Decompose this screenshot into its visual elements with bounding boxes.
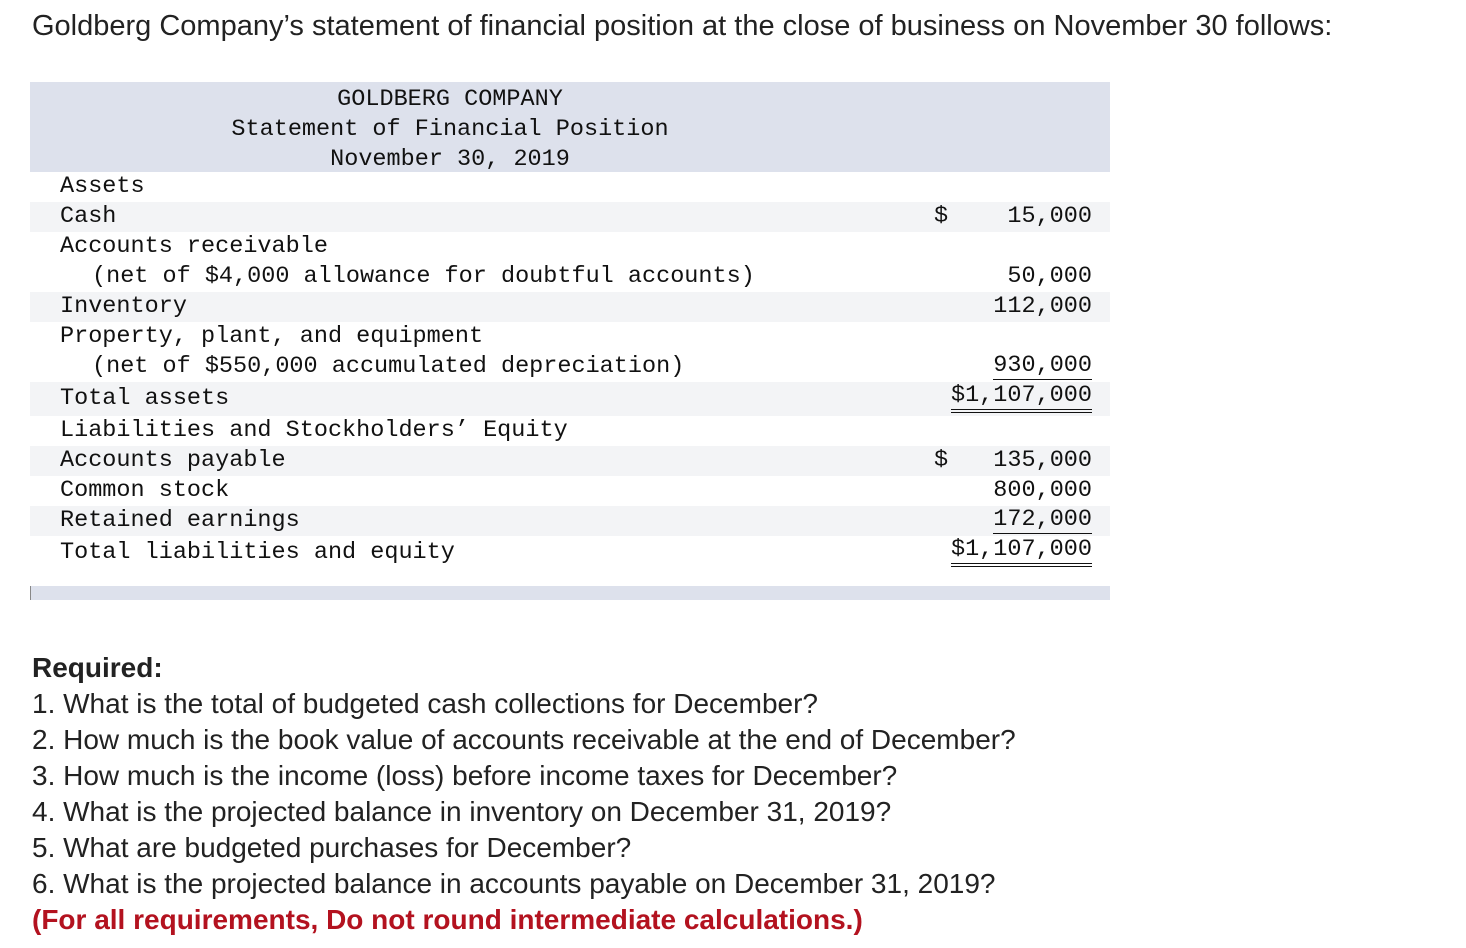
liabilities-heading-row (30, 416, 1110, 446)
inventory-label: Inventory (60, 293, 187, 320)
question-1: 1. What is the total of budgeted cash collections for December? (32, 688, 818, 719)
question-2: 2. How much is the book value of accounts receivable at the end of December? (32, 724, 1016, 755)
retained-earnings-label: Retained earnings (60, 507, 300, 534)
financial-statement-table (30, 82, 1110, 600)
common-stock-label: Common stock (60, 477, 230, 504)
ar-row (30, 232, 1110, 262)
assets-heading-row (30, 172, 1110, 202)
common-stock-value: 800,000 (993, 477, 1092, 504)
ppe-row (30, 322, 1110, 352)
cash-row (30, 202, 1110, 232)
ar-label: Accounts receivable (60, 233, 328, 260)
ppe-note-row (30, 352, 1110, 382)
ap-currency: $ (934, 447, 949, 474)
ar-note: (net of $4,000 allowance for doubtful accounts) (92, 263, 755, 290)
intro-text: Goldberg Company’s statement of financial position at the close of business on November 30 follows: (32, 10, 1333, 42)
total-le-label: Total liabilities and equity (60, 539, 455, 566)
ar-value: 50,000 (1007, 263, 1092, 290)
retained-earnings-row (30, 506, 1110, 536)
question-5: 5. What are budgeted purchases for December? (32, 832, 632, 863)
question-3: 3. How much is the income (loss) before income taxes for December? (32, 760, 898, 791)
total-assets-row (30, 382, 1110, 416)
cash-currency: $ (934, 203, 949, 230)
statement-title: Statement of Financial Position (231, 116, 669, 143)
rounding-note: (For all requirements, Do not round intermediate calculations.) (32, 904, 863, 935)
cash-value: 15,000 (1007, 203, 1092, 230)
required-section (32, 650, 1016, 938)
common-stock-row (30, 476, 1110, 506)
assets-heading: Assets (60, 173, 145, 200)
question-6: 6. What is the projected balance in accounts payable on December 31, 2019? (32, 868, 996, 899)
statement-header (30, 82, 1110, 172)
statement-date: November 30, 2019 (330, 146, 570, 173)
cash-label: Cash (60, 203, 117, 230)
ap-label: Accounts payable (60, 447, 286, 474)
ar-note-row (30, 262, 1110, 292)
company-name: GOLDBERG COMPANY (337, 86, 563, 113)
inventory-value: 112,000 (993, 293, 1092, 320)
question-4: 4. What is the projected balance in inventory on December 31, 2019? (32, 796, 892, 827)
required-title: Required: (32, 652, 163, 683)
total-le-row (30, 536, 1110, 570)
total-assets-label: Total assets (60, 385, 230, 412)
liabilities-heading: Liabilities and Stockholders’ Equity (60, 417, 568, 444)
statement-footer (30, 586, 1110, 600)
inventory-row (30, 292, 1110, 322)
ppe-value: 930,000 (993, 352, 1092, 379)
ppe-note: (net of $550,000 accumulated depreciation) (92, 353, 685, 380)
ap-value: 135,000 (993, 447, 1092, 474)
retained-earnings-value: 172,000 (993, 506, 1092, 533)
ppe-label: Property, plant, and equipment (60, 323, 484, 350)
ap-row (30, 446, 1110, 476)
total-le-value: $1,107,000 (951, 536, 1092, 567)
total-assets-value: $1,107,000 (951, 382, 1092, 413)
